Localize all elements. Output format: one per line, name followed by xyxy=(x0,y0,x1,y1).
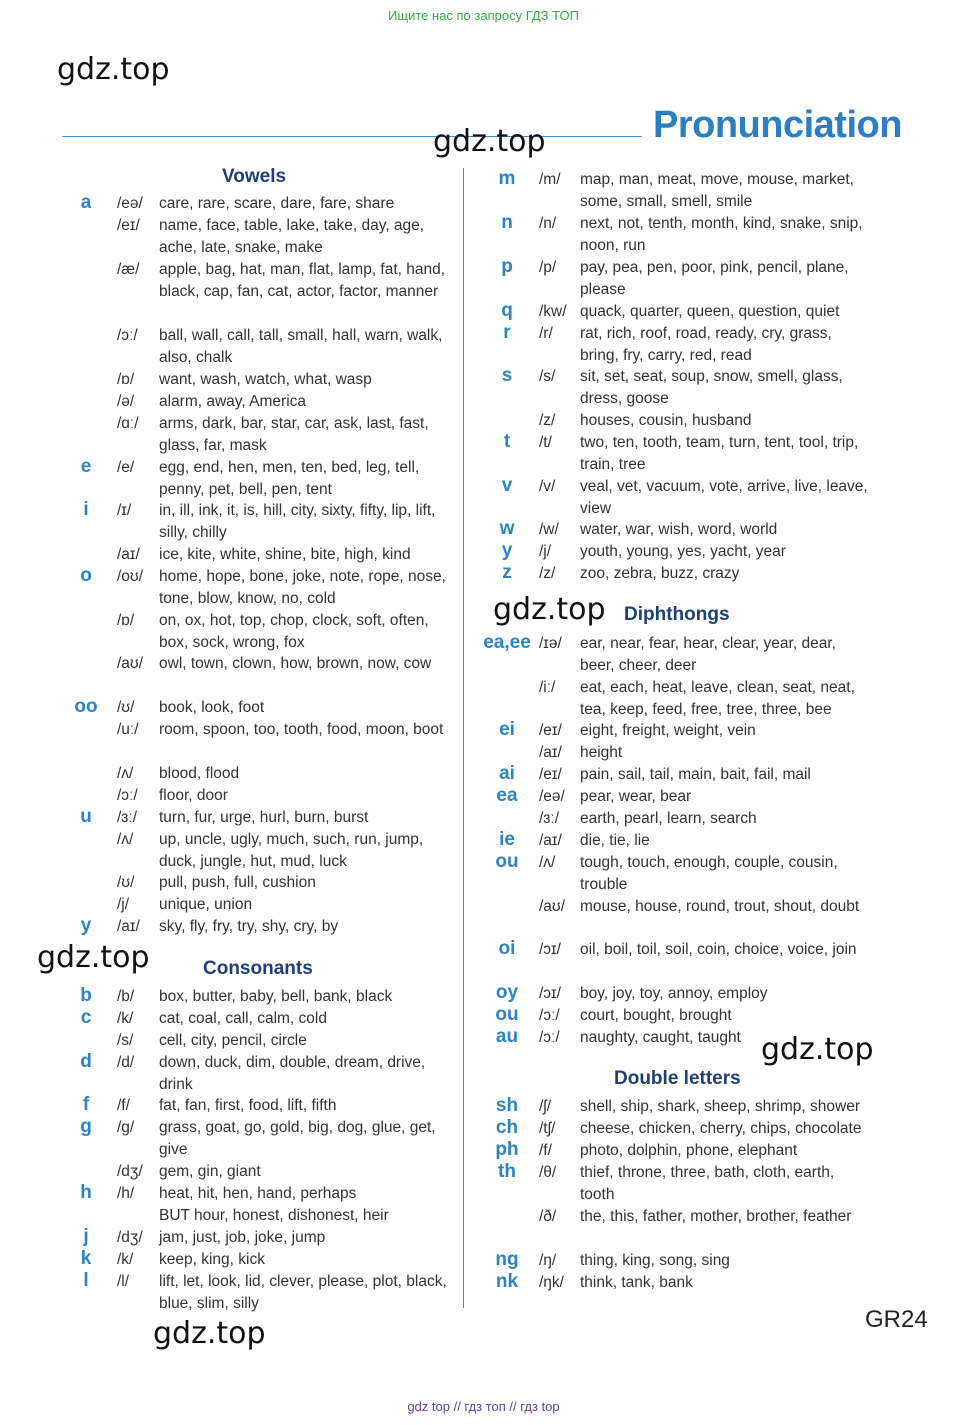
example-words: pull, push, full, cushion xyxy=(159,874,316,891)
letter-label: ea xyxy=(496,785,518,806)
example-words: eight, freight, weight, vein xyxy=(580,722,756,739)
phoneme-symbol: /r/ xyxy=(539,325,553,342)
phoneme-symbol: /ɜː/ xyxy=(117,809,138,826)
phoneme-symbol: /e/ xyxy=(117,459,135,476)
example-words: height xyxy=(580,744,623,761)
letter-label: au xyxy=(495,1026,519,1047)
letter-label: h xyxy=(80,1182,92,1203)
top-banner[interactable]: Ищите нас по запросу ГДЗ ТОП xyxy=(388,8,579,23)
example-words: the, this, father, mother, brother, feather xyxy=(580,1208,852,1225)
phoneme-symbol: /ð/ xyxy=(539,1208,557,1225)
example-words: alarm, away, America xyxy=(159,393,307,410)
example-words: fat, fan, first, food, lift, fifth xyxy=(159,1097,337,1114)
letter-label: o xyxy=(80,565,92,586)
phoneme-symbol: /eɪ/ xyxy=(117,217,140,234)
example-words: grass, goat, go, gold, big, dog, glue, get, give xyxy=(159,1119,436,1158)
example-words: ear, near, fear, hear, clear, year, dear, beer, cheer, deer xyxy=(580,635,836,674)
example-words: ice, kite, white, shine, bite, high, kind xyxy=(159,546,411,563)
letter-label: ng xyxy=(495,1249,519,1270)
example-words: tough, touch, enough, couple, cousin, trouble xyxy=(580,854,838,893)
example-words: pay, pea, pen, poor, pink, pencil, plane, please xyxy=(580,259,849,298)
phoneme-symbol: /ʃ/ xyxy=(539,1098,552,1115)
letter-label: ch xyxy=(495,1117,519,1138)
phoneme-symbol: /t/ xyxy=(539,434,552,451)
phoneme-symbol: /ɔː/ xyxy=(117,787,138,804)
letter-label: th xyxy=(498,1161,516,1182)
letter-label: q xyxy=(501,300,513,321)
example-words: owl, town, clown, how, brown, now, cow xyxy=(159,655,432,672)
phoneme-symbol: /ʊ/ xyxy=(117,874,135,891)
letter-label: j xyxy=(83,1226,89,1247)
example-words: eat, each, heat, leave, clean, seat, neat, tea, keep, feed, free, tree, three, bee xyxy=(580,679,855,718)
heading-double-letters: Double letters xyxy=(614,1068,741,1089)
watermark: gdz.top xyxy=(433,124,546,159)
watermark: gdz.top xyxy=(153,1316,266,1351)
phoneme-symbol: /ɒ/ xyxy=(117,371,135,388)
heading-consonants: Consonants xyxy=(203,958,313,979)
letter-label: z xyxy=(502,562,512,583)
column-divider xyxy=(463,168,464,1308)
watermark: gdz.top xyxy=(493,592,606,627)
example-words: boy, joy, toy, annoy, employ xyxy=(580,985,768,1002)
phoneme-symbol: /ɒ/ xyxy=(117,612,135,629)
letter-label: y xyxy=(80,915,92,936)
letter-label: sh xyxy=(495,1095,519,1116)
example-words: die, tie, lie xyxy=(580,832,650,849)
example-words: youth, young, yes, yacht, year xyxy=(580,543,786,560)
letter-label: r xyxy=(503,322,511,343)
example-words: quack, quarter, queen, question, quiet xyxy=(580,303,840,320)
phoneme-symbol: /eə/ xyxy=(539,788,565,805)
phoneme-symbol: /ɜː/ xyxy=(539,810,560,827)
phoneme-symbol: /f/ xyxy=(539,1142,552,1159)
phoneme-symbol: /iː/ xyxy=(539,679,556,696)
example-words: egg, end, hen, men, ten, bed, leg, tell, penny, pet, bell, pen, tent xyxy=(159,459,420,498)
letter-label: y xyxy=(501,540,513,561)
phoneme-symbol: /ʌ/ xyxy=(117,831,134,848)
phoneme-symbol: /aɪ/ xyxy=(117,918,140,935)
footer-links[interactable]: gdz top // гдз топ // гдз top xyxy=(407,1399,560,1414)
example-words: arms, dark, bar, star, car, ask, last, fast, glass, far, mask xyxy=(159,415,429,454)
phoneme-symbol: /ɪ/ xyxy=(117,502,132,519)
phoneme-symbol: /z/ xyxy=(539,565,556,582)
letter-label: c xyxy=(80,1007,92,1028)
example-words: ball, wall, call, tall, small, hall, warn, walk, also, chalk xyxy=(159,327,443,366)
phoneme-symbol: /n/ xyxy=(539,215,557,232)
letter-label: ph xyxy=(495,1139,519,1160)
phoneme-symbol: /æ/ xyxy=(117,261,140,278)
letter-label: u xyxy=(80,806,92,827)
heading-diphthongs: Diphthongs xyxy=(624,604,730,625)
phoneme-symbol: /ɔː/ xyxy=(117,327,138,344)
phoneme-symbol: /s/ xyxy=(117,1032,134,1049)
example-words: down, duck, dim, double, dream, drive, drink xyxy=(159,1054,426,1093)
phoneme-symbol: /v/ xyxy=(539,478,556,495)
phoneme-symbol: /k/ xyxy=(117,1010,134,1027)
example-words: pain, sail, tail, main, bait, fail, mail xyxy=(580,766,811,783)
phoneme-symbol: /tʃ/ xyxy=(539,1120,556,1137)
example-words: court, bought, brought xyxy=(580,1007,732,1024)
example-words: unique, union xyxy=(159,896,253,913)
letter-label: m xyxy=(498,168,516,189)
letter-label: w xyxy=(499,518,515,539)
example-words: lift, let, look, lid, clever, please, plot, black, blue, slim, silly xyxy=(159,1273,447,1312)
phoneme-symbol: /aʊ/ xyxy=(117,655,144,672)
example-words: water, war, wish, word, world xyxy=(580,521,778,538)
phoneme-symbol: /eɪ/ xyxy=(539,766,562,783)
example-words: apple, bag, hat, man, flat, lamp, fat, hand, black, cap, fan, cat, actor, factor, manner xyxy=(159,261,446,300)
heading-vowels: Vowels xyxy=(222,166,287,187)
example-words: two, ten, tooth, team, turn, tent, tool, trip, train, tree xyxy=(580,434,859,473)
example-words: care, rare, scare, dare, fare, share xyxy=(159,195,395,212)
example-words: book, look, foot xyxy=(159,699,265,716)
example-words: shell, ship, shark, sheep, shrimp, shower xyxy=(580,1098,860,1115)
letter-label: ie xyxy=(499,829,515,850)
phoneme-symbol: /z/ xyxy=(539,412,556,429)
letter-label: l xyxy=(83,1270,89,1291)
phoneme-symbol: /b/ xyxy=(117,988,135,1005)
phoneme-symbol: /j/ xyxy=(117,896,130,913)
example-words: gem, gin, giant xyxy=(159,1163,261,1180)
phoneme-symbol: /k/ xyxy=(117,1251,134,1268)
letter-label: nk xyxy=(495,1271,519,1292)
example-words: name, face, table, lake, take, day, age, ache, late, snake, make xyxy=(159,217,425,256)
example-words: want, wash, watch, what, wasp xyxy=(159,371,372,388)
phoneme-symbol: /ə/ xyxy=(117,393,135,410)
phoneme-symbol: /g/ xyxy=(117,1119,135,1136)
example-words: pear, wear, bear xyxy=(580,788,692,805)
phoneme-symbol: /ɔɪ/ xyxy=(539,985,561,1002)
example-words: BUT hour, honest, dishonest, heir xyxy=(159,1207,389,1224)
example-words: room, spoon, too, tooth, food, moon, boot xyxy=(159,721,444,738)
phoneme-symbol: /ɔɪ/ xyxy=(539,941,561,958)
example-words: box, butter, baby, bell, bank, black xyxy=(159,988,393,1005)
phoneme-symbol: /dʒ/ xyxy=(117,1229,143,1246)
example-words: next, not, tenth, month, kind, snake, snip, noon, run xyxy=(580,215,863,254)
example-words: blood, flood xyxy=(159,765,240,782)
example-words: cheese, chicken, cherry, chips, chocolate xyxy=(580,1120,862,1137)
phoneme-symbol: /aɪ/ xyxy=(117,546,140,563)
letter-label: a xyxy=(80,192,92,213)
phoneme-symbol: /eɪ/ xyxy=(539,722,562,739)
example-words: floor, door xyxy=(159,787,228,804)
example-words: earth, pearl, learn, search xyxy=(580,810,757,827)
phoneme-symbol: /eə/ xyxy=(117,195,143,212)
phoneme-symbol: /j/ xyxy=(539,543,552,560)
phoneme-symbol: /ɔː/ xyxy=(539,1007,560,1024)
phoneme-symbol: /w/ xyxy=(539,521,559,538)
phoneme-symbol: /θ/ xyxy=(539,1164,557,1181)
example-words: in, ill, ink, it, is, hill, city, sixty, fifty, lip, lift, silly, chilly xyxy=(159,502,436,541)
phoneme-symbol: /dʒ/ xyxy=(117,1163,143,1180)
letter-label: ou xyxy=(495,1004,519,1025)
watermark: gdz.top xyxy=(57,52,170,87)
phoneme-symbol: /kw/ xyxy=(539,303,567,320)
example-words: keep, king, kick xyxy=(159,1251,265,1268)
phoneme-symbol: /ɑː/ xyxy=(117,415,139,432)
example-words: heat, hit, hen, hand, perhaps xyxy=(159,1185,357,1202)
example-words: thief, throne, three, bath, cloth, earth, tooth xyxy=(580,1164,835,1203)
example-words: map, man, meat, move, mouse, market, some, small, smell, smile xyxy=(580,171,854,210)
example-words: cat, coal, call, calm, cold xyxy=(159,1010,327,1027)
example-words: home, hope, bone, joke, note, rope, nose, tone, blow, know, no, cold xyxy=(159,568,446,607)
letter-label: oi xyxy=(498,938,516,959)
phoneme-symbol: /ŋ/ xyxy=(539,1252,557,1269)
example-words: naughty, caught, taught xyxy=(580,1029,741,1046)
letter-label: oo xyxy=(74,696,98,717)
watermark: gdz.top xyxy=(37,940,150,975)
letter-label: ea,ee xyxy=(483,632,531,653)
watermark: gdz.top xyxy=(761,1032,874,1067)
phoneme-symbol: /ʊ/ xyxy=(117,699,135,716)
phoneme-symbol: /aɪ/ xyxy=(539,832,562,849)
example-words: photo, dolphin, phone, elephant xyxy=(580,1142,798,1159)
phoneme-symbol: /m/ xyxy=(539,171,561,188)
example-words: sit, set, seat, soup, snow, smell, glass, dress, goose xyxy=(580,368,843,407)
letter-label: k xyxy=(80,1248,92,1269)
example-words: up, uncle, ugly, much, such, run, jump, duck, jungle, hut, mud, luck xyxy=(159,831,424,870)
letter-label: p xyxy=(501,256,513,277)
letter-label: n xyxy=(501,212,513,233)
page-code: GR24 xyxy=(865,1306,928,1333)
letter-label: f xyxy=(82,1094,90,1115)
example-words: mouse, house, round, trout, shout, doubt xyxy=(580,898,860,915)
letter-label: t xyxy=(503,431,511,452)
letter-label: s xyxy=(501,365,513,386)
example-words: think, tank, bank xyxy=(580,1274,693,1291)
phoneme-symbol: /ŋk/ xyxy=(539,1274,564,1291)
phoneme-symbol: /aʊ/ xyxy=(539,898,566,915)
example-words: houses, cousin, husband xyxy=(580,412,752,429)
phoneme-symbol: /f/ xyxy=(117,1097,130,1114)
phoneme-symbol: /ʌ/ xyxy=(539,854,556,871)
phoneme-symbol: /d/ xyxy=(117,1054,135,1071)
letter-label: i xyxy=(83,499,89,520)
phoneme-symbol: /uː/ xyxy=(117,721,139,738)
example-words: on, ox, hot, top, chop, clock, soft, often, box, sock, wrong, fox xyxy=(159,612,429,651)
example-words: turn, fur, urge, hurl, burn, burst xyxy=(159,809,369,826)
phoneme-symbol: /aɪ/ xyxy=(539,744,562,761)
example-words: zoo, zebra, buzz, crazy xyxy=(580,565,740,582)
example-words: oil, boil, toil, soil, coin, choice, voice, join xyxy=(580,941,857,958)
phoneme-symbol: /ʌ/ xyxy=(117,765,134,782)
phoneme-symbol: /s/ xyxy=(539,368,556,385)
title-rule xyxy=(62,136,642,137)
example-words: thing, king, song, sing xyxy=(580,1252,730,1269)
phoneme-symbol: /ɪə/ xyxy=(539,635,562,652)
letter-label: b xyxy=(80,985,92,1006)
phoneme-symbol: /oʊ/ xyxy=(117,568,144,585)
example-words: jam, just, job, joke, jump xyxy=(159,1229,326,1246)
letter-label: e xyxy=(80,456,92,477)
phoneme-symbol: /h/ xyxy=(117,1185,135,1202)
example-words: cell, city, pencil, circle xyxy=(159,1032,307,1049)
letter-label: ei xyxy=(499,719,515,740)
letter-label: d xyxy=(80,1051,92,1072)
letter-label: ai xyxy=(499,763,515,784)
letter-label: g xyxy=(80,1116,92,1137)
example-words: rat, rich, roof, road, ready, cry, grass, bring, fry, carry, red, read xyxy=(580,325,832,364)
example-words: veal, vet, vacuum, vote, arrive, live, leave, view xyxy=(580,478,868,517)
phoneme-symbol: /ɔː/ xyxy=(539,1029,560,1046)
phoneme-symbol: /l/ xyxy=(117,1273,130,1290)
page-title: Pronunciation xyxy=(653,104,902,146)
example-words: sky, fly, fry, try, shy, cry, by xyxy=(159,918,339,935)
phoneme-symbol: /p/ xyxy=(539,259,557,276)
letter-label: oy xyxy=(495,982,519,1003)
letter-label: ou xyxy=(495,851,519,872)
letter-label: v xyxy=(501,475,513,496)
